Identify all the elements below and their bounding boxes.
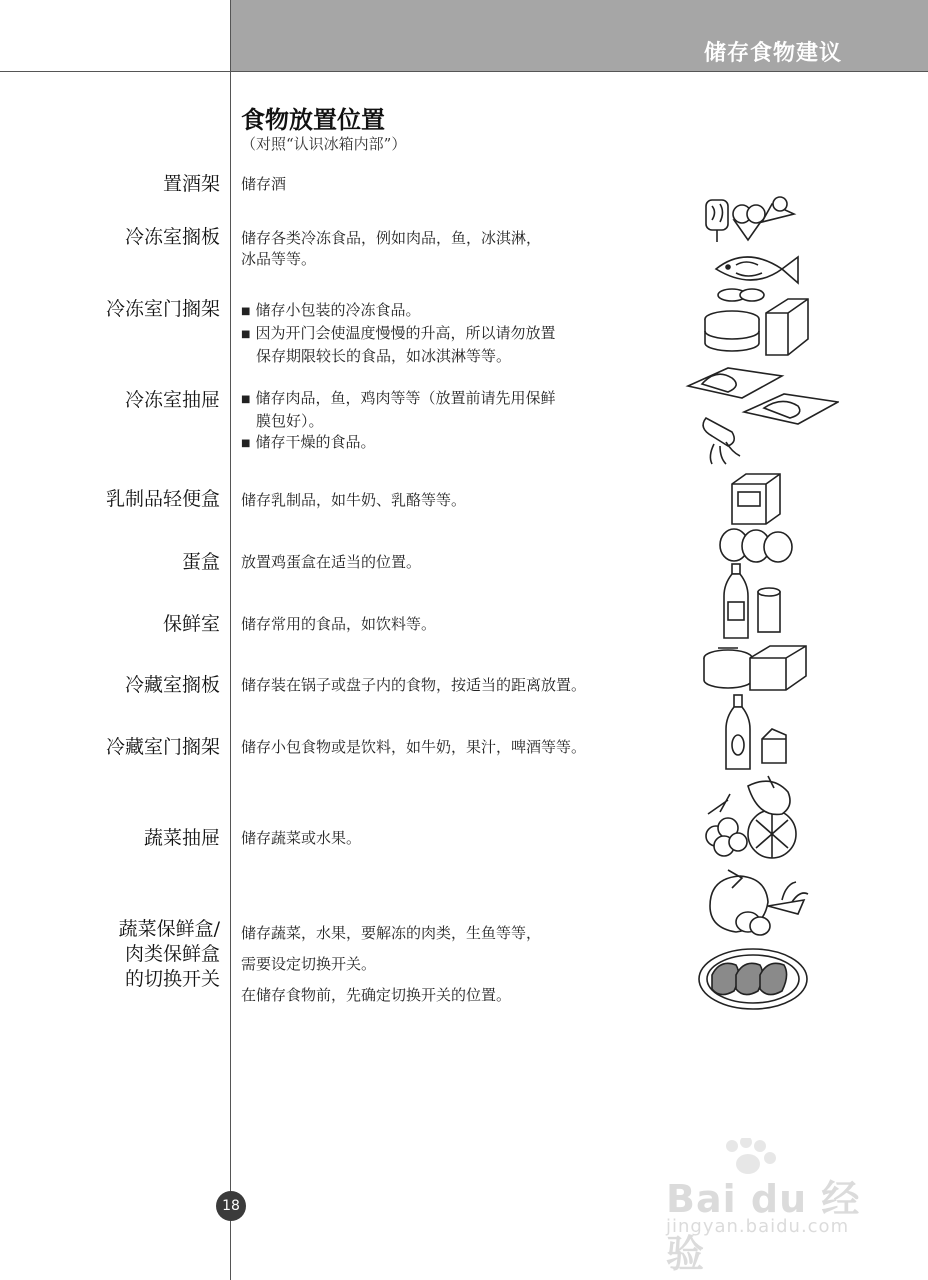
desc-freezer-drawer bbox=[241, 388, 555, 455]
desc-fridge-door-rack: 储存小包食物或是饮料，如牛奶，果汁，啤酒等等。 bbox=[241, 738, 587, 756]
desc-freezer-shelf: 储存各类冷冻食品，例如肉品，鱼，冰淇淋， 冰品等等。 bbox=[241, 229, 542, 268]
page-number: 18 bbox=[216, 1191, 246, 1221]
label-freezer-door-rack: 冷冻室门搁架 bbox=[105, 298, 220, 320]
fish-icon bbox=[706, 243, 810, 303]
desc-freezer-door-rack bbox=[241, 300, 555, 367]
vegetables-icon bbox=[698, 772, 804, 868]
label-freezer-shelf: 冷冻室搁板 bbox=[124, 226, 220, 248]
label-wine-rack: 置酒架 bbox=[162, 173, 220, 195]
label-freezer-drawer: 冷冻室抽屉 bbox=[124, 389, 220, 411]
label-dairy-box: 乳制品轻便盒 bbox=[105, 488, 220, 510]
desc-conversion-switch: 储存蔬菜，水果，要解冻的肉类，生鱼等等， 需要设定切换开关。 在储存食物前，先确定切换开关的位置。 bbox=[241, 924, 542, 1004]
label-conversion-switch: 蔬菜保鲜盒/ 肉类保鲜盒 的切换开关 bbox=[118, 918, 220, 990]
top-rule bbox=[0, 71, 928, 72]
eggs-icon bbox=[716, 526, 796, 564]
header-title: 储存食物建议 bbox=[703, 41, 842, 66]
bullet-item: ■ 储存小包装的冷冻食品。 bbox=[241, 300, 555, 323]
label-fresh-room: 保鲜室 bbox=[162, 613, 220, 635]
label-egg-box: 蛋盒 bbox=[181, 551, 220, 573]
section-title: 食物放置位置 bbox=[241, 106, 385, 134]
bullet-item: ■ 储存干燥的食品。 bbox=[241, 432, 555, 455]
desc-fridge-shelf: 储存装在锅子或盘子内的食物，按适当的距离放置。 bbox=[241, 676, 587, 694]
label-fridge-door-rack: 冷藏室门搁架 bbox=[105, 736, 220, 758]
drink-bottle-icon bbox=[722, 693, 792, 771]
meat-plate-icon bbox=[696, 945, 810, 1013]
milk-carton-icon bbox=[726, 470, 786, 526]
bottle-icon bbox=[720, 562, 790, 642]
desc-vegetable-drawer: 储存蔬菜或水果。 bbox=[241, 829, 362, 847]
label-vegetable-drawer: 蔬菜抽屉 bbox=[143, 827, 220, 849]
label-fridge-shelf: 冷藏室搁板 bbox=[124, 674, 220, 696]
desc-dairy-box: 储存乳制品，如牛奶、乳酪等等。 bbox=[241, 491, 467, 509]
bullet-item: ■ 储存肉品，鱼，鸡肉等等（放置前请先用保鲜 膜包好）。 bbox=[241, 388, 555, 432]
watermark-url: jingyan.baidu.com bbox=[666, 1216, 850, 1237]
baidu-watermark bbox=[662, 1138, 882, 1276]
bullet-item: ■ 因为开门会使温度慢慢的升高，所以请勿放置 保存期限较长的食品，如冰淇淋等等。 bbox=[241, 323, 555, 367]
desc-egg-box: 放置鸡蛋盒在适当的位置。 bbox=[241, 553, 422, 571]
meat-tray-icon bbox=[684, 362, 839, 472]
can-icon bbox=[702, 297, 812, 359]
vertical-rule bbox=[230, 0, 231, 1280]
desc-fresh-room: 储存常用的食品，如饮料等。 bbox=[241, 615, 437, 633]
poultry-vegetables-icon bbox=[702, 866, 810, 940]
desc-wine-rack: 储存酒 bbox=[241, 175, 287, 193]
section-subtitle: （对照“认识冰箱内部”） bbox=[241, 135, 407, 153]
container-icon bbox=[700, 642, 810, 698]
watermark-brand: Bai du 经验 bbox=[666, 1177, 861, 1276]
